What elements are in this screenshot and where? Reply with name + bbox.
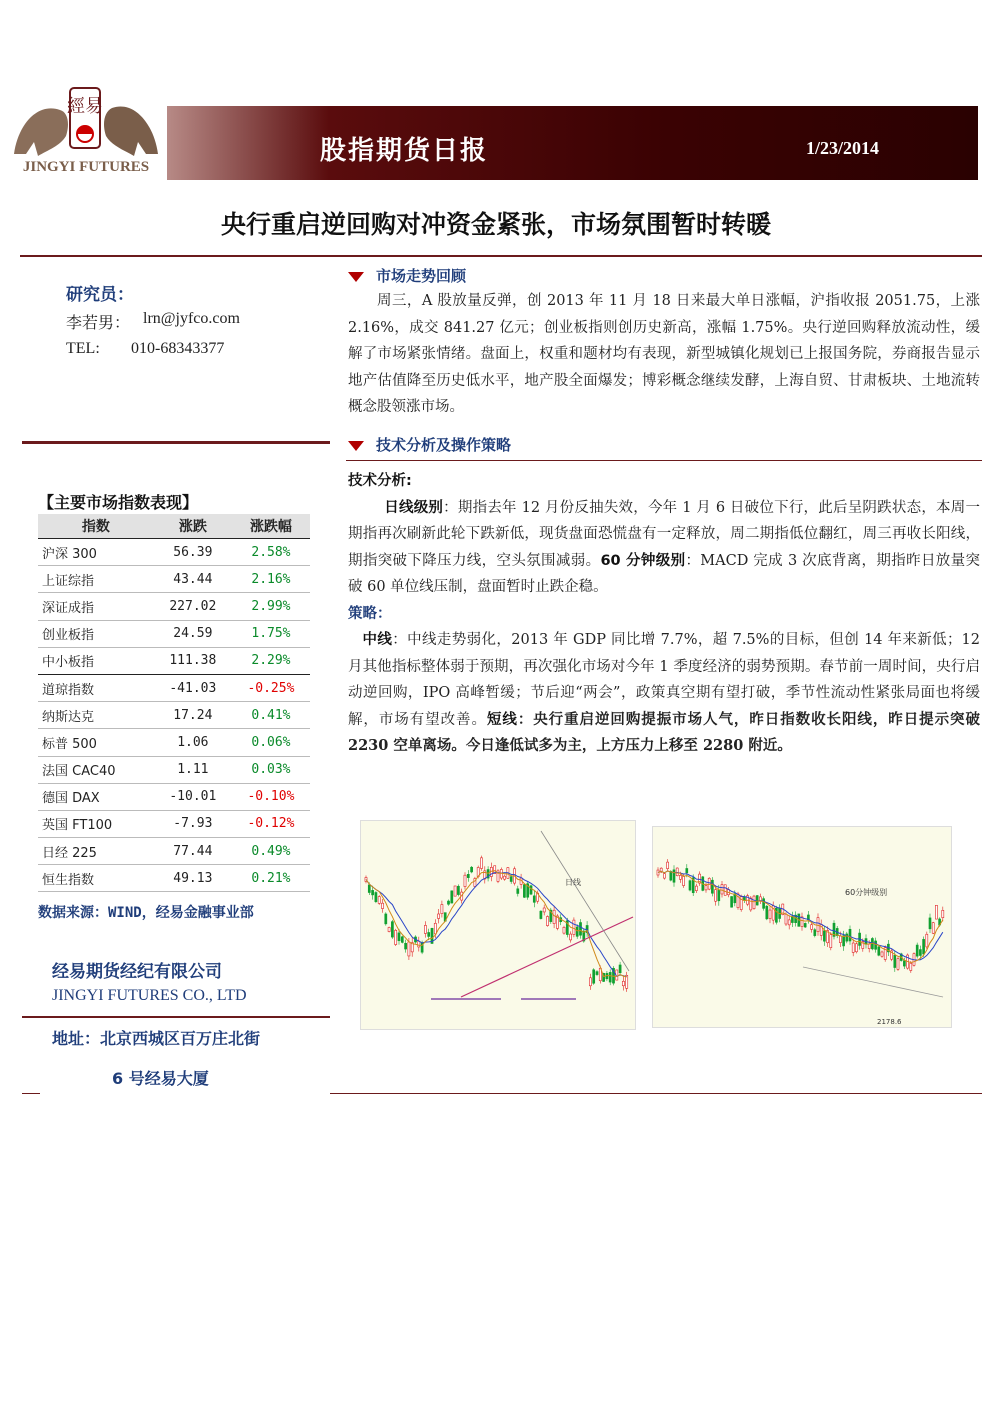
right-ma-line-blue bbox=[658, 871, 943, 960]
candle-body bbox=[897, 959, 899, 970]
candle-body bbox=[418, 941, 420, 947]
section-tech-analysis-heading bbox=[348, 434, 511, 455]
index-change: 24.59 bbox=[154, 620, 232, 647]
strategy-paragraph bbox=[348, 627, 980, 760]
index-change-pct: 0.06% bbox=[232, 729, 310, 756]
candle-body bbox=[368, 885, 370, 893]
company-address-line2: 6 号经易大厦 bbox=[112, 1069, 209, 1088]
candle-body bbox=[428, 932, 430, 936]
index-change: 56.39 bbox=[154, 539, 232, 566]
index-change-pct: 1.75% bbox=[232, 620, 310, 647]
index-change: 77.44 bbox=[154, 838, 232, 865]
index-change-pct: 0.21% bbox=[232, 865, 310, 892]
index-change: 111.38 bbox=[154, 647, 232, 674]
left-trendline-2 bbox=[541, 831, 629, 971]
mid-body: ：中线走势弱化，2013 年 GDP 同比增 7.7%，超 7.5%的目标，但创 14 年来新低；12 月其他指标整体弱于预期，再次强化市场对今年 1 季度经济的弱势预期。春节前一周时间，央行启动逆回购，IPO 高峰暂缓；节后迎“两会”，政策真空期有望打破，季节性流动性紧张局面也将缓解，市场有望改善。 bbox=[348, 632, 980, 728]
candle-body bbox=[510, 877, 512, 882]
table-row bbox=[38, 566, 310, 593]
index-change: 1.11 bbox=[154, 756, 232, 783]
index-name: 上证综指 bbox=[38, 566, 154, 593]
candle-body bbox=[576, 927, 578, 936]
candle-body bbox=[855, 944, 857, 952]
table-row bbox=[38, 810, 310, 837]
candle-body bbox=[533, 896, 535, 903]
candle-body bbox=[788, 920, 790, 925]
index-change-pct: 0.03% bbox=[232, 756, 310, 783]
candle-body bbox=[457, 886, 459, 894]
report-title: 股指期货日报 bbox=[320, 136, 489, 166]
bottom-divider-right bbox=[330, 1093, 982, 1094]
candle-body bbox=[823, 931, 825, 941]
right-chart-label: 60分钟级别 bbox=[845, 888, 888, 897]
candle-body bbox=[721, 885, 723, 894]
index-change: 17.24 bbox=[154, 702, 232, 729]
candle-body bbox=[543, 908, 545, 912]
candle-body bbox=[919, 950, 921, 956]
index-name: 法国 CAC40 bbox=[38, 756, 154, 783]
table-row bbox=[38, 783, 310, 810]
daily-kline-chart bbox=[360, 820, 636, 1030]
tech-analysis-label: 技术分析: bbox=[348, 473, 412, 489]
report-date: 1/23/2014 bbox=[806, 138, 880, 158]
candle-body bbox=[839, 936, 841, 943]
candle-body bbox=[756, 896, 758, 905]
index-name: 德国 DAX bbox=[38, 783, 154, 810]
table-row bbox=[38, 593, 310, 620]
candle-body bbox=[546, 917, 548, 926]
candle-body bbox=[464, 875, 466, 886]
logo-text: JINGYI FUTURES bbox=[22, 159, 150, 174]
candle-body bbox=[593, 970, 595, 983]
candle-body bbox=[553, 910, 555, 923]
table-header-row bbox=[38, 514, 310, 539]
index-change-pct: 2.99% bbox=[232, 593, 310, 620]
company-address-line1: 地址：北京西城区百万庄北街 bbox=[52, 1029, 261, 1048]
candle-body bbox=[589, 978, 591, 986]
candle-body bbox=[894, 955, 896, 967]
candle-body bbox=[579, 923, 581, 936]
tel-label: TEL: bbox=[66, 340, 100, 357]
candle-body bbox=[849, 929, 851, 941]
candle-body bbox=[381, 903, 383, 908]
candle-body bbox=[814, 930, 816, 936]
section2-divider bbox=[346, 460, 982, 461]
index-name: 道琼指数 bbox=[38, 674, 154, 701]
left-ma-line-orange bbox=[366, 871, 627, 977]
index-change: 49.13 bbox=[154, 865, 232, 892]
right-chart-bottom-label: 2178.6 bbox=[877, 1018, 902, 1026]
left-trendline bbox=[461, 917, 633, 997]
index-change-pct: 2.29% bbox=[232, 647, 310, 674]
candle-body bbox=[724, 885, 726, 896]
candle-body bbox=[480, 858, 482, 869]
index-change-pct: -0.10% bbox=[232, 783, 310, 810]
index-change: 227.02 bbox=[154, 593, 232, 620]
col-header-change: 涨跌 bbox=[154, 514, 232, 539]
candle-body bbox=[846, 934, 848, 941]
index-name: 创业板指 bbox=[38, 620, 154, 647]
candle-body bbox=[398, 933, 400, 941]
short-body: ：央行重启逆回购提振市场人气，昨日指数收长阳线，昨日提示突破 2230 空单离场。今日逢低试多为主，上方压力上移至 2280 附近。 bbox=[348, 710, 980, 754]
table-row bbox=[38, 702, 310, 729]
table-row bbox=[38, 756, 310, 783]
left-candles bbox=[365, 856, 628, 992]
logo-char: 經易 bbox=[67, 96, 103, 117]
candle-body bbox=[910, 963, 912, 970]
company-name-cn: 经易期货经纪有限公司 bbox=[52, 962, 222, 982]
jingyi-logo bbox=[8, 84, 164, 174]
index-change-pct: 2.58% bbox=[232, 539, 310, 566]
company-name-en: JINGYI FUTURES CO., LTD bbox=[52, 987, 247, 1004]
right-channel-line bbox=[803, 967, 943, 997]
market-review-body: 周三，A 股放量反弹，创 2013 年 11 月 18 日来最大单日涨幅，沪指收报 2051.75，上涨 2.16%，成交 841.27 亿元；创业板指则创历史新高，涨幅 1.75%。央行逆回购释放流动性，缓解了市场紧张情绪。盘面上，权重和题材均有表现，新型城镇化规划已上报国务院，券商报告显示地产估值降至历史低水平，地产股全面爆发；博彩概念继续发酵，上海自贸、甘肃板块、土地流转概念股领涨市场。 bbox=[348, 293, 980, 415]
min60-label: 60 分钟级别 bbox=[600, 552, 686, 569]
company-divider bbox=[22, 1016, 330, 1018]
candle-body bbox=[622, 981, 624, 985]
table-row bbox=[38, 647, 310, 674]
candle-body bbox=[471, 867, 473, 872]
index-name: 沪深 300 bbox=[38, 539, 154, 566]
candle-body bbox=[731, 897, 733, 908]
arrow-bullet-icon bbox=[348, 441, 364, 451]
candle-body bbox=[405, 943, 407, 949]
candle-body bbox=[385, 914, 387, 924]
candle-body bbox=[540, 911, 542, 918]
left-ma-line-blue bbox=[366, 873, 627, 977]
candle-body bbox=[438, 914, 440, 918]
right-candles bbox=[657, 859, 944, 973]
candle-body bbox=[441, 905, 443, 914]
index-change: -7.93 bbox=[154, 810, 232, 837]
index-change-pct: -0.12% bbox=[232, 810, 310, 837]
candle-body bbox=[875, 941, 877, 949]
candle-body bbox=[401, 937, 403, 943]
index-change-pct: 2.16% bbox=[232, 566, 310, 593]
tech-analysis-block bbox=[348, 468, 980, 760]
index-name: 标普 500 bbox=[38, 729, 154, 756]
candle-body bbox=[570, 934, 572, 940]
candle-body bbox=[391, 922, 393, 937]
candle-body bbox=[932, 923, 934, 934]
index-change-pct: 0.49% bbox=[232, 838, 310, 865]
bottom-divider-left bbox=[22, 1093, 40, 1094]
left-divider bbox=[22, 441, 330, 444]
daily-analysis-paragraph bbox=[348, 495, 980, 601]
candle-body bbox=[467, 874, 469, 877]
index-change: -41.03 bbox=[154, 674, 232, 701]
candle-body bbox=[916, 945, 918, 956]
index-change: -10.01 bbox=[154, 783, 232, 810]
table-row bbox=[38, 838, 310, 865]
index-name: 恒生指数 bbox=[38, 865, 154, 892]
section-tech-analysis-title: 技术分析及操作策略 bbox=[376, 436, 512, 454]
candle-body bbox=[929, 918, 931, 929]
candle-body bbox=[711, 880, 713, 893]
section-market-review-heading bbox=[348, 265, 466, 286]
table-row bbox=[38, 674, 310, 701]
candle-body bbox=[881, 952, 883, 956]
index-change-pct: -0.25% bbox=[232, 674, 310, 701]
short-label: 短线 bbox=[486, 711, 518, 728]
arrow-bullet-icon bbox=[348, 272, 364, 282]
daily-label: 日线级别 bbox=[384, 499, 444, 516]
mid-label: 中线 bbox=[362, 632, 393, 648]
candle-body bbox=[434, 923, 436, 934]
candle-body bbox=[679, 875, 681, 879]
candle-body bbox=[609, 972, 611, 982]
table-row bbox=[38, 865, 310, 892]
headline-divider bbox=[20, 255, 982, 257]
candle-body bbox=[451, 891, 453, 903]
headline: 央行重启逆回购对冲资金紧张，市场氛围暂时转暖 bbox=[220, 210, 771, 239]
col-header-index: 指数 bbox=[38, 514, 154, 539]
candle-body bbox=[573, 920, 575, 934]
daily-body: ：期指去年 12 月份反抽失效，今年 1 月 6 日破位下行，此后呈阴跌状态，本周一期指再次刷新此轮下跌新低，现货盘面恐慌盘有一定释放，周二期指低位翻红，周三再收长阳线，期指突破下降压力线，空头氛围减弱。 bbox=[348, 499, 981, 569]
index-change: 1.06 bbox=[154, 729, 232, 756]
min60-body: ：MACD 完成 3 次底背离，期指昨日放量突破 60 单位线压制，盘面暂时止跌企稳。 bbox=[348, 552, 981, 595]
candle-body bbox=[750, 898, 752, 910]
index-name: 英国 FT100 bbox=[38, 810, 154, 837]
researcher-label: 研究员： bbox=[66, 285, 134, 305]
data-source: 数据来源：WIND，经易金融事业部 bbox=[38, 905, 254, 921]
candle-body bbox=[378, 897, 380, 904]
candle-body bbox=[596, 972, 598, 975]
candle-body bbox=[372, 890, 374, 895]
candle-body bbox=[843, 936, 845, 946]
candle-body bbox=[695, 886, 697, 891]
candle-body bbox=[388, 927, 390, 931]
candle-body bbox=[395, 930, 397, 944]
candle-body bbox=[926, 934, 928, 947]
candle-body bbox=[683, 876, 685, 885]
candle-body bbox=[785, 914, 787, 924]
candle-body bbox=[504, 876, 506, 879]
tel-number: 010-68343377 bbox=[131, 340, 225, 357]
candle-body bbox=[852, 943, 854, 952]
index-name: 日经 225 bbox=[38, 838, 154, 865]
candle-body bbox=[454, 886, 456, 896]
min60-kline-chart bbox=[652, 826, 952, 1028]
candle-body bbox=[424, 925, 426, 933]
candle-body bbox=[759, 897, 761, 901]
candle-body bbox=[686, 868, 688, 872]
index-name: 深证成指 bbox=[38, 593, 154, 620]
col-header-pct: 涨跌幅 bbox=[232, 514, 310, 539]
candle-body bbox=[447, 901, 449, 904]
candle-body bbox=[817, 918, 819, 932]
index-name: 纳斯达克 bbox=[38, 702, 154, 729]
candle-body bbox=[715, 890, 717, 902]
candle-body bbox=[670, 871, 672, 880]
candle-body bbox=[923, 939, 925, 954]
candle-body bbox=[830, 935, 832, 948]
index-name: 中小板指 bbox=[38, 647, 154, 674]
index-table-title: 【主要市场指数表现】 bbox=[38, 493, 199, 512]
strategy-label: 策略： bbox=[348, 605, 392, 622]
table-row bbox=[38, 729, 310, 756]
candle-body bbox=[903, 961, 905, 966]
candle-body bbox=[523, 885, 525, 898]
candle-body bbox=[705, 886, 707, 890]
candle-body bbox=[408, 942, 410, 956]
candle-body bbox=[517, 889, 519, 894]
index-change: 43.44 bbox=[154, 566, 232, 593]
candle-body bbox=[868, 944, 870, 949]
candle-body bbox=[563, 927, 565, 933]
candle-body bbox=[804, 923, 806, 927]
candle-body bbox=[676, 868, 678, 876]
candle-body bbox=[766, 906, 768, 919]
candle-body bbox=[718, 890, 720, 901]
left-chart-label: 日线 bbox=[565, 878, 581, 887]
candle-body bbox=[753, 896, 755, 909]
table-row bbox=[38, 539, 310, 566]
candle-body bbox=[689, 881, 691, 890]
candle-body bbox=[375, 893, 377, 902]
candle-body bbox=[667, 862, 669, 869]
candle-body bbox=[763, 899, 765, 909]
candle-body bbox=[673, 870, 675, 882]
candle-body bbox=[619, 965, 621, 973]
candle-body bbox=[942, 910, 944, 917]
section-market-review-title: 市场走势回顾 bbox=[376, 267, 467, 285]
table-row bbox=[38, 620, 310, 647]
candle-body bbox=[811, 925, 813, 930]
index-table bbox=[38, 514, 310, 892]
candle-body bbox=[935, 905, 937, 919]
candle-body bbox=[663, 874, 665, 879]
candle-body bbox=[530, 886, 532, 894]
index-change-pct: 0.41% bbox=[232, 702, 310, 729]
candle-body bbox=[769, 910, 771, 919]
candle-body bbox=[878, 947, 880, 955]
candle-body bbox=[708, 878, 710, 889]
researcher-name: 李若男： bbox=[66, 315, 131, 332]
researcher-email[interactable]: lrn@jyfco.com bbox=[143, 310, 240, 327]
